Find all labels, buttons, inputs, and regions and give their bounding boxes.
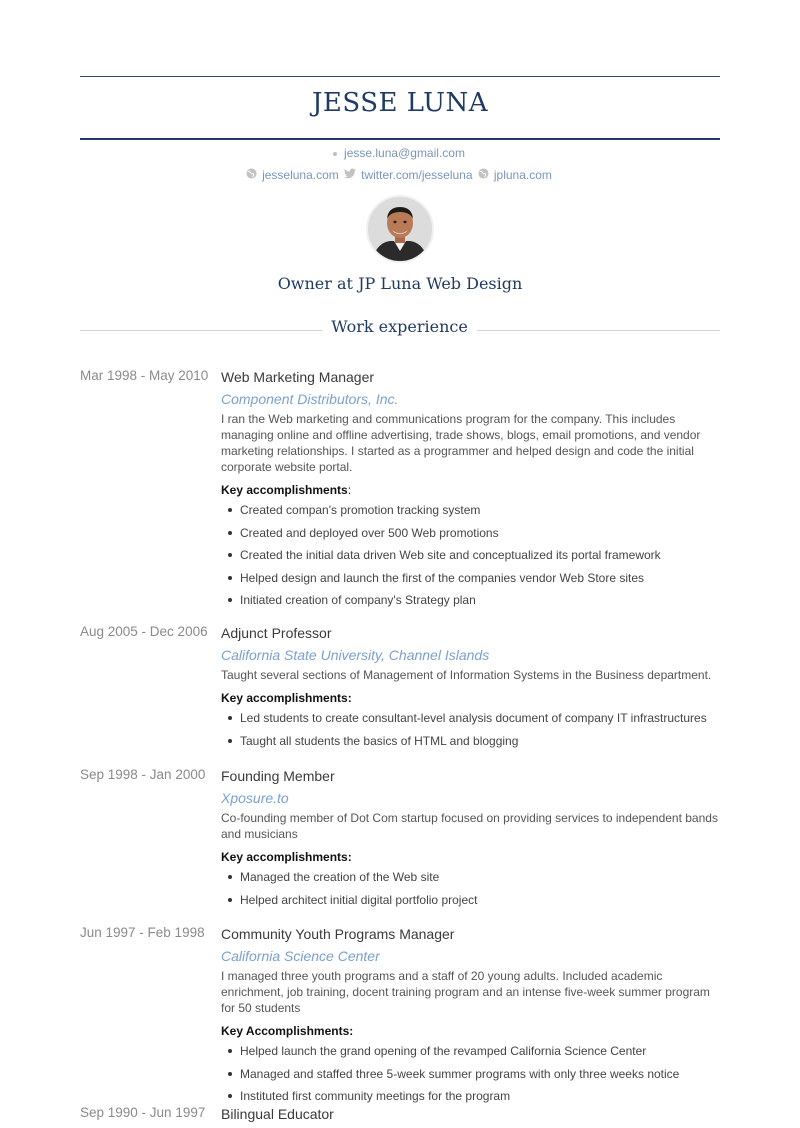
job-body xyxy=(221,1105,721,1123)
list-item: Created and deployed over 500 Web promotions xyxy=(221,522,721,545)
key-accomplishments-suffix: : xyxy=(347,483,352,497)
job-company: California Science Center xyxy=(221,948,380,964)
list-item: Created the initial data driven Web site and conceptualized its portal framework xyxy=(221,544,721,567)
job-company: Xposure.to xyxy=(221,790,289,806)
job-company: Component Distributors, Inc. xyxy=(221,391,399,407)
twitter-link[interactable]: twitter.com/jesseluna xyxy=(361,168,473,182)
key-accomplishments-label: Key accomplishments: xyxy=(221,850,352,864)
key-accomplishments-label: Key accomplishments: xyxy=(221,691,352,705)
job-description: I ran the Web marketing and communications program for the company. This includes managing online and offline advertising, trade shows, blogs, email promotions, and vendor marketing relationships. I started as a programmer and helped design and code the initial corporate website portal. xyxy=(221,412,701,474)
key-accomplishments-heading xyxy=(221,483,721,497)
job-body xyxy=(221,925,721,1108)
accomplishments-list xyxy=(221,1040,721,1108)
avatar xyxy=(368,197,432,261)
job-dates: Mar 1998 - May 2010 xyxy=(80,368,209,383)
list-item: Helped launch the grand opening of the revamped California Science Center xyxy=(221,1040,721,1063)
list-item: Created compan's promotion tracking system xyxy=(221,499,721,522)
top-rule xyxy=(80,76,720,77)
job-title: Adjunct Professor xyxy=(221,625,332,641)
key-accomplishments-label: Key accomplishments xyxy=(221,483,348,497)
accomplishments-list xyxy=(221,499,721,612)
name-underline-rule xyxy=(80,138,720,140)
candidate-name: JESSE LUNA xyxy=(311,88,489,118)
section-divider-left xyxy=(80,330,322,331)
job-description: I managed three youth programs and a staff of 20 young adults. Included academic enrichment, job training, docent training program and an intense five-week summer program for 50 students xyxy=(221,969,710,1015)
job-dates: Aug 2005 - Dec 2006 xyxy=(80,624,208,639)
website-link-2[interactable]: jpluna.com xyxy=(493,168,552,182)
job-body xyxy=(221,368,721,612)
job-company: California State University, Channel Islands xyxy=(221,647,490,663)
globe-icon xyxy=(246,168,257,182)
accomplishments-list xyxy=(221,866,721,911)
job-body xyxy=(221,767,721,911)
list-item: Managed the creation of the Web site xyxy=(221,866,721,889)
job-title: Community Youth Programs Manager xyxy=(221,926,455,942)
job-description: Taught several sections of Management of Information Systems in the Business department. xyxy=(221,668,712,682)
job-dates: Sep 1998 - Jan 2000 xyxy=(80,767,206,782)
list-item: Helped architect initial digital portfolio project xyxy=(221,889,721,912)
accomplishments-list xyxy=(221,707,721,752)
contact-email-row xyxy=(80,146,720,160)
job-dates: Jun 1997 - Feb 1998 xyxy=(80,925,205,940)
job-dates: Sep 1990 - Jun 1997 xyxy=(80,1105,206,1120)
key-accomplishments-heading xyxy=(221,850,721,864)
email-link[interactable]: jesse.luna@gmail.com xyxy=(344,146,465,160)
job-title: Web Marketing Manager xyxy=(221,369,375,385)
key-accomplishments-heading xyxy=(221,1024,721,1038)
key-accomplishments-heading xyxy=(221,691,721,705)
list-item: Taught all students the basics of HTML and blogging xyxy=(221,730,721,753)
job-description: Co-founding member of Dot Com startup focused on providing services to independent bands and musicians xyxy=(221,811,718,841)
contact-links-row xyxy=(80,168,720,182)
job-body xyxy=(221,624,721,752)
bullet-icon xyxy=(333,152,337,156)
list-item: Led students to create consultant-level analysis document of company IT infrastructures xyxy=(221,707,721,730)
list-item: Managed and staffed three 5-week summer programs with only three weeks notice xyxy=(221,1063,721,1086)
section-divider-right xyxy=(477,330,720,331)
twitter-icon xyxy=(344,168,356,182)
job-title: Bilingual Educator xyxy=(221,1106,334,1122)
globe-icon xyxy=(478,168,489,182)
list-item: Instituted first community meetings for the program xyxy=(221,1085,721,1108)
job-title: Founding Member xyxy=(221,768,335,784)
headline: Owner at JP Luna Web Design xyxy=(277,274,523,293)
key-accomplishments-label: Key Accomplishments: xyxy=(221,1024,354,1038)
list-item: Helped design and launch the first of the companies vendor Web Store sites xyxy=(221,567,721,590)
section-title-work-experience: Work experience xyxy=(331,317,468,336)
website-link-1[interactable]: jesseluna.com xyxy=(262,168,339,182)
list-item: Initiated creation of company's Strategy plan xyxy=(221,589,721,612)
